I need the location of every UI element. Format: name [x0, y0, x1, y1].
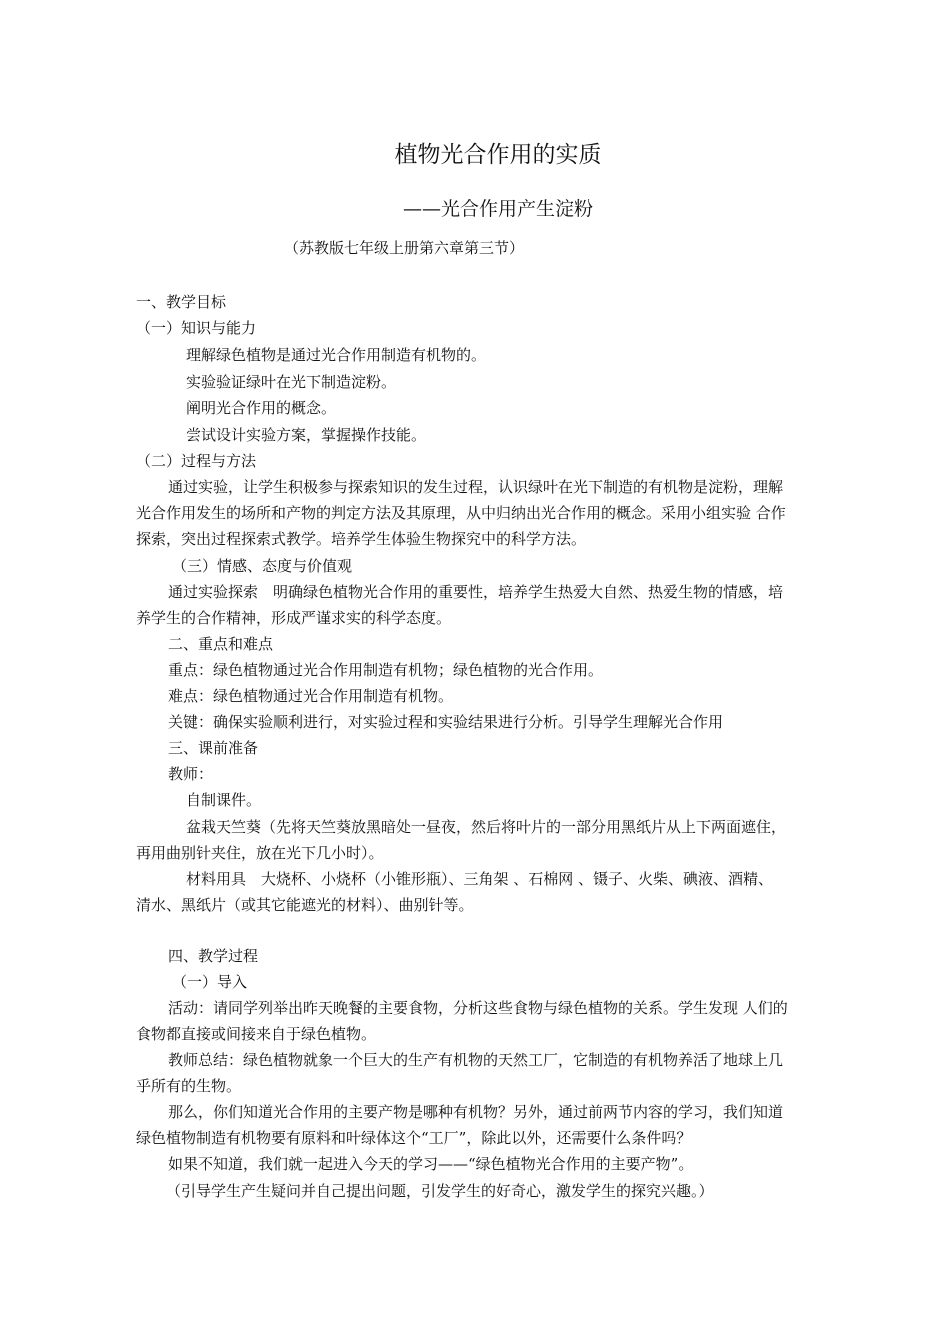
section-heading: 一、教学目标: [136, 293, 227, 311]
paragraph-line: 通过实验，让学生积极参与探索知识的发生过程，认识绿叶在光下制造的有机物是淀粉，理解: [168, 478, 784, 496]
subsection-heading: （一）导入: [172, 973, 248, 991]
paragraph-line: 养学生的合作精神，形成严谨求实的科学态度。: [136, 609, 452, 627]
paragraph-line: 自制课件。: [186, 791, 262, 809]
paragraph-line: 那么，你们知道光合作用的主要产物是哪种有机物？另外，通过前两节内容的学习，我们知道: [168, 1103, 784, 1121]
section-heading: 四、教学过程: [168, 947, 259, 965]
paragraph-line: 光合作用发生的场所和产物的判定方法及其原理，从中归纳出光合作用的概念。采用小组实验 合作: [136, 504, 786, 522]
paragraph-line: 实验验证绿叶在光下制造淀粉。: [186, 373, 397, 391]
paragraph-line: 阐明光合作用的概念。: [186, 399, 337, 417]
document-subtitle: ——光合作用产生淀粉: [402, 198, 593, 220]
paragraph-line: 通过实验探索 明确绿色植物光合作用的重要性，培养学生热爱大自然、热爱生物的情感，培: [168, 583, 784, 601]
paragraph-line: 乎所有的生物。: [136, 1077, 242, 1095]
paragraph-line: 再用曲别针夹住，放在光下几小时）。: [136, 844, 384, 862]
document-title: 植物光合作用的实质: [394, 142, 602, 168]
paragraph-line: 尝试设计实验方案，掌握操作技能。: [186, 426, 427, 444]
paragraph-line: 理解绿色植物是通过光合作用制造有机物的。: [186, 346, 487, 364]
paragraph-line: 盆栽天竺葵（先将天竺葵放黑暗处一昼夜，然后将叶片的一部分用黑纸片从上下两面遮住，: [186, 818, 787, 836]
source-note: （苏教版七年级上册第六章第三节）: [284, 239, 525, 257]
subsection-heading: （一）知识与能力: [136, 319, 257, 337]
paragraph-line: 清水、黑纸片（或其它能遮光的材料）、曲别针等。: [136, 896, 474, 914]
paragraph-line: （引导学生产生疑问并自己提出问题，引发学生的好奇心，激发学生的探究兴趣。）: [166, 1182, 714, 1200]
paragraph-line: 教师总结：绿色植物就象一个巨大的生产有机物的天然工厂，它制造的有机物养活了地球上几: [168, 1051, 784, 1069]
paragraph-line: 关键：确保实验顺利进行，对实验过程和实验结果进行分析。引导学生理解光合作用: [168, 713, 724, 731]
paragraph-line: 活动：请同学列举出昨天晚餐的主要食物，分析这些食物与绿色植物的关系。学生发现 人们的: [168, 999, 788, 1017]
paragraph-line: 重点：绿色植物通过光合作用制造有机物；绿色植物的光合作用。: [168, 661, 604, 679]
paragraph-line: 材料用具 大烧杯、小烧杯（小锥形瓶）、三角架 、石棉网 、镊子、火柴、碘液、酒精、: [186, 870, 774, 888]
paragraph-line: 教师：: [168, 765, 214, 783]
paragraph-line: 探索，突出过程探索式教学。培养学生体验生物探究中的科学方法。: [136, 530, 587, 548]
section-heading: 二、重点和难点: [168, 635, 274, 653]
subsection-heading: （三）情感、态度与价值观: [172, 557, 353, 575]
paragraph-line: 难点：绿色植物通过光合作用制造有机物。: [168, 687, 454, 705]
section-heading: 三、课前准备: [168, 739, 259, 757]
subsection-heading: （二）过程与方法: [136, 452, 257, 470]
paragraph-line: 如果不知道，我们就一起进入今天的学习——“绿色植物光合作用的主要产物”。: [168, 1155, 694, 1173]
paragraph-line: 绿色植物制造有机物要有原料和叶绿体这个“工厂”，除此以外，还需要什么条件吗？: [136, 1129, 692, 1147]
paragraph-line: 食物都直接或间接来自于绿色植物。: [136, 1025, 377, 1043]
